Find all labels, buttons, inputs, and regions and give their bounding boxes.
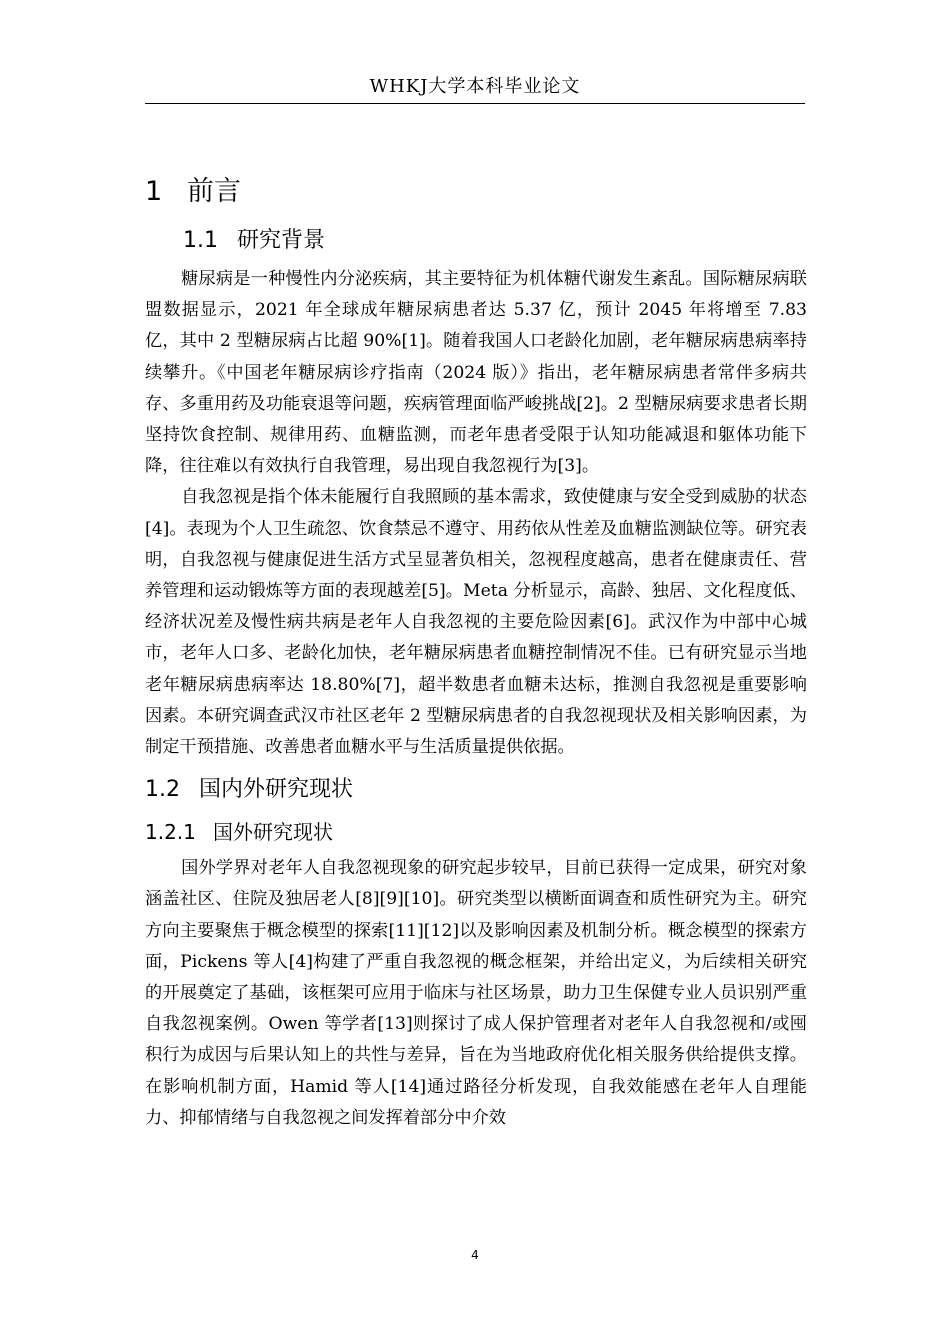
section-number: 1.2 [145, 777, 180, 803]
section-title: 国内外研究现状 [199, 777, 354, 803]
chapter-title: 前言 [187, 176, 241, 207]
section-title: 研究背景 [237, 228, 326, 253]
body-paragraph: 国外学界对老年人自我忽视现象的研究起步较早，目前已获得一定成果，研究对象涵盖社区、住院及独居老人[8][9][10]。研究类型以横断面调查和质性研究为主。研究方向主要聚焦于概念模型的探索[11][12]以及影响因素及机制分析。概念模型的探索方面，Pickens 等人[4]构建了严重自我忽视的概念框架，并给出定义，为后续相关研究的开展奠定了基础，该框架可应用于临床与社区场景，助力卫生保健专业人员识别严重自我忽视案例。Owen 等学者[13]则探讨了成人保护管理者对老年人自我忽视和/或囤积行为成因与后果认知上的共性与差异，旨在为当地政府优化相关服务供给提供支撑。在影响机制方面，Hamid 等人[14]通过路径分析发现，自我效能感在老年人自理能力、抑郁情绪与自我忽视之间发挥着部分中介效 [145, 858, 807, 1128]
page-number: 4 [471, 1248, 479, 1262]
running-header: WHKJ大学本科毕业论文 [369, 76, 581, 97]
section-number: 1.1 [183, 228, 218, 253]
chapter-heading [145, 172, 807, 212]
chapter-number: 1 [145, 176, 163, 207]
body-content [145, 172, 807, 1134]
body-paragraph: 自我忽视是指个体未能履行自我照顾的基本需求，致使健康与安全受到威胁的状态[4]。表现为个人卫生疏忽、饮食禁忌不遵守、用药依从性差及血糖监测缺位等。研究表明，自我忽视与健康促进生活方式呈显著负相关，忽视程度越高，患者在健康责任、营养管理和运动锻炼等方面的表现越差[5]。Meta 分析显示，高龄、独居、文化程度低、经济状况差及慢性病共病是老年人自我忽视的主要危险因素[6]。武汉作为中部中心城市，老年人口多、老龄化加快，老年糖尿病患者血糖控制情况不佳。已有研究显示当地老年糖尿病患病率达 18.80%[7]，超半数患者血糖未达标，推测自我忽视是重要影响因素。本研究调查武汉市社区老年 2 型糖尿病患者的自我忽视现状及相关影响因素，为制定干预措施、改善患者血糖水平与生活质量提供依据。 [145, 487, 807, 758]
section-heading-1-2 [145, 771, 807, 809]
header-rule [145, 103, 805, 104]
body-paragraph: 糖尿病是一种慢性内分泌疾病，其主要特征为机体糖代谢发生紊乱。国际糖尿病联盟数据显示，2021 年全球成年糖尿病患者达 5.37 亿，预计 2045 年将增至 7.83 亿，其中 2 型糖尿病占比超 90%[1]。随着我国人口老龄化加剧，老年糖尿病患病率持续攀升。《中国老年糖尿病诊疗指南（2024 版）》指出，老年糖尿病患者常伴多病共存、多重用药及功能衰退等问题，疾病管理面临严峻挑战[2]。2 型糖尿病要求患者长期坚持饮食控制、规律用药、血糖监测，而老年患者受限于认知功能减退和躯体功能下降，往往难以有效执行自我管理，易出现自我忽视行为[3]。 [145, 269, 807, 477]
subsection-heading-1-2-1 [145, 815, 807, 849]
section-heading-1-1 [183, 224, 807, 258]
subsection-number: 1.2.1 [145, 820, 196, 845]
subsection-title: 国外研究现状 [213, 820, 333, 845]
